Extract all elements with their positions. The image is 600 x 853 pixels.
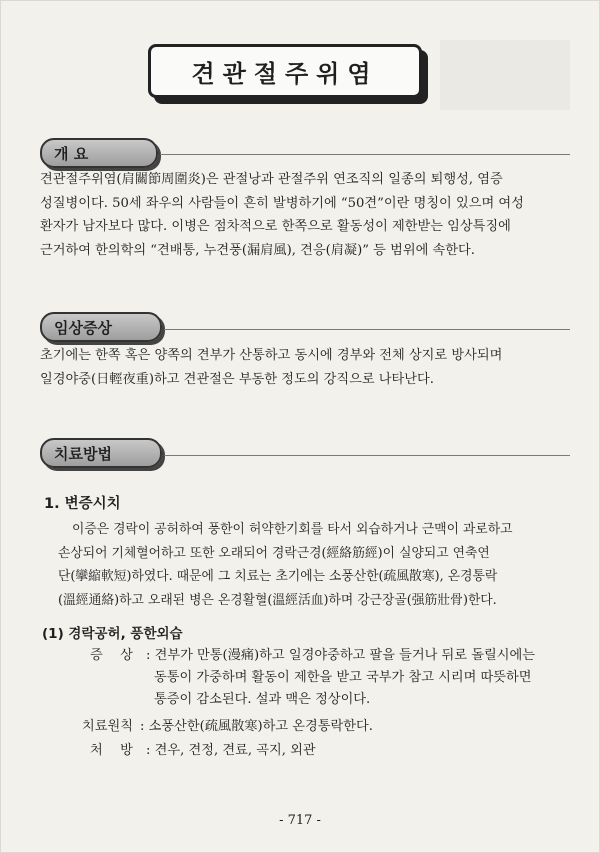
- page-number: - 717 -: [279, 813, 321, 828]
- bleed-through-shadow: [440, 40, 570, 110]
- symptoms-paragraph: [40, 344, 570, 391]
- symptoms-line: 일경야중(日輕夜重)하고 견관절은 부동한 정도의 강직으로 나타난다.: [40, 371, 434, 387]
- overview-heading: [40, 138, 158, 168]
- symptom-line: 통증이 감소된다. 설과 맥은 정상이다.: [154, 692, 371, 707]
- prescription-label: 처 방: [90, 743, 133, 758]
- subsection-heading-diagnosis: 1. 변증시치: [44, 496, 121, 512]
- overview-line: 근거하여 한의학의 “견배통, 누견풍(漏肩風), 견응(肩凝)” 등 범위에 속한다.: [40, 242, 475, 258]
- symptoms-rule: [164, 329, 570, 330]
- symptoms-heading: [40, 312, 162, 342]
- overview-paragraph: [40, 168, 570, 262]
- principle-text: : 소풍산한(疏風散寒)하고 온경통락한다.: [140, 719, 373, 734]
- symptom-line: 동통이 가중하며 활동이 제한을 받고 국부가 참고 시리며 따뜻하면: [154, 670, 532, 685]
- diagnosis-line: 이증은 경락이 공허하여 풍한이 허약한기회를 타서 외습하거나 근맥이 과로하고: [72, 522, 513, 537]
- subsection-heading-pattern: (1) 경락공허, 풍한외습: [42, 626, 183, 642]
- overview-rule: [160, 154, 570, 155]
- symptoms-line: 초기에는 한쪽 혹은 양쪽의 견부가 산통하고 동시에 경부와 전체 상지로 방사되며: [40, 348, 503, 363]
- treatment-heading: [40, 438, 162, 468]
- symptom-text: [146, 645, 535, 711]
- overview-line: 성질병이다. 50세 좌우의 사람들이 흔히 발병하기에 “50견”이란 명칭이 있으며 여성: [40, 195, 524, 211]
- principle-label: 치료원칙: [82, 719, 133, 734]
- prescription-text: : 견우, 견정, 견료, 곡지, 외관: [146, 743, 316, 758]
- page-title: 견관절주위염: [191, 59, 379, 88]
- symptom-label: 증 상: [90, 648, 133, 663]
- symptom-line: : 견부가 만통(漫痛)하고 일경야중하고 팔을 들거나 뒤로 돌릴시에는: [146, 648, 535, 663]
- diagnosis-line: 단(攣縮軟短)하였다. 때문에 그 치료는 초기에는 소풍산한(疏風散寒), 온경통락: [58, 569, 498, 584]
- diagnosis-line: (溫經通絡)하고 오래된 병은 온경활혈(溫經活血)하며 강근장골(强筋壯骨)한다.: [58, 592, 497, 608]
- page-title-box: [148, 44, 422, 98]
- overview-heading-label: 개 요: [54, 144, 89, 163]
- diagnosis-paragraph: [58, 518, 570, 612]
- diagnosis-line: 손상되어 기체혈어하고 또한 오래되어 경락근경(經絡筋經)이 실양되고 연축연: [58, 545, 490, 561]
- overview-line: 견관절주위염(肩關節周圍炎)은 관절낭과 관절주위 연조직의 일종의 퇴행성, 염증: [40, 172, 503, 187]
- treatment-heading-label: 치료방법: [54, 444, 112, 463]
- overview-line: 환자가 남자보다 많다. 이병은 점차적으로 한쪽으로 활동성이 제한받는 임상특징에: [40, 219, 511, 234]
- symptoms-heading-label: 임상증상: [54, 318, 112, 337]
- treatment-rule: [164, 455, 570, 456]
